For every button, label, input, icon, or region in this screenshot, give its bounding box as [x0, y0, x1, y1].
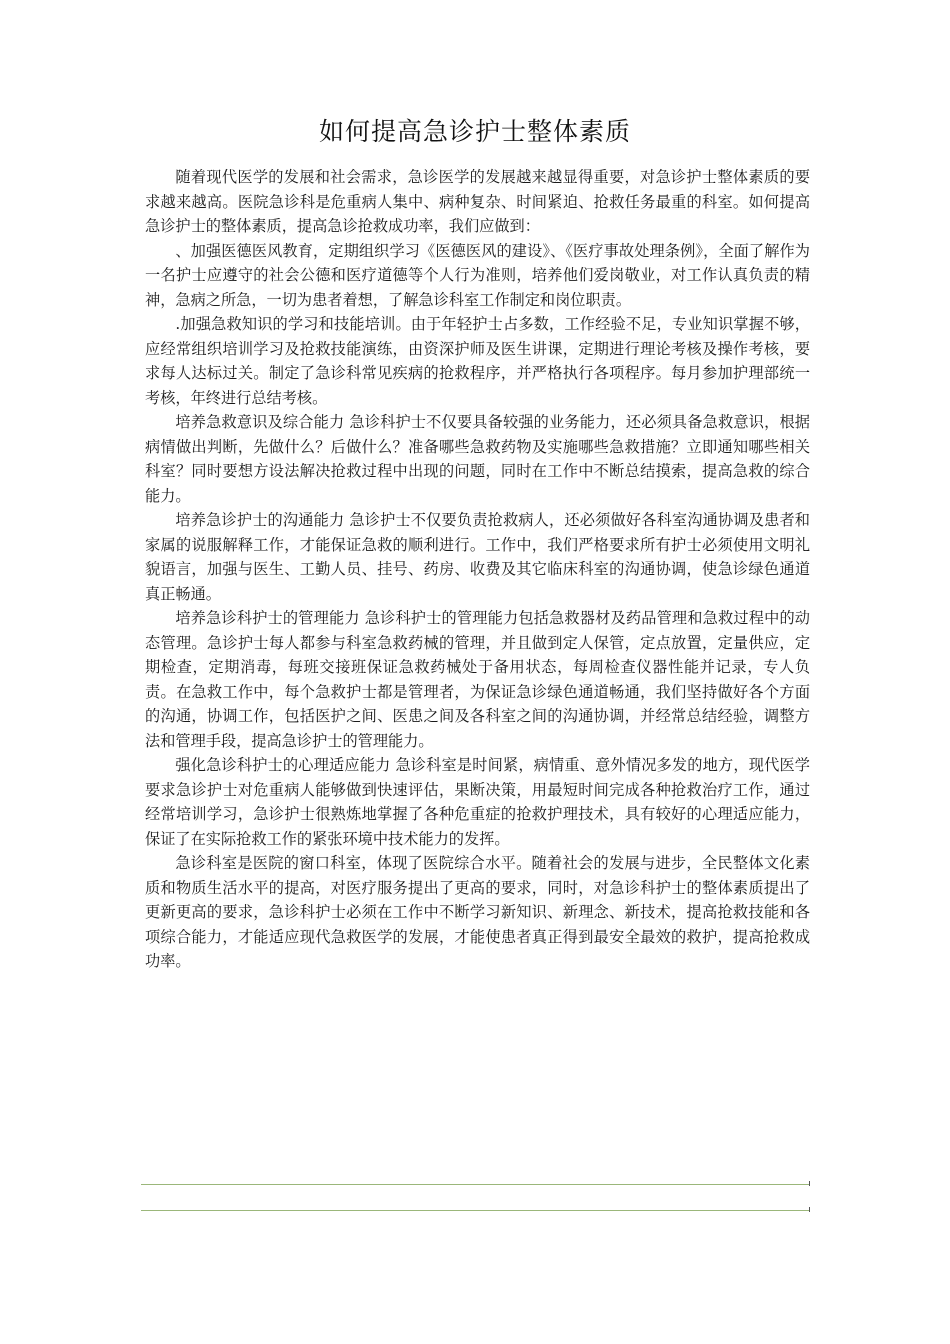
- footer-rule-bottom: [141, 1210, 810, 1211]
- footer-rule-top: [141, 1184, 810, 1185]
- footer-rule-bottom-tick: [809, 1207, 810, 1212]
- paragraph-ethics-education: 、加强医德医风教育，定期组织学习《医德医风的建设》、《医疗事故处理条例》，全面了解作为一名护士应遵守的社会公德和医疗道德等个人行为准则，培养他们爱岗敬业，对工作认真负责的精神，急病之所急，一切为患者着想，了解急诊科室工作制定和岗位职责。: [145, 241, 810, 309]
- paragraph-management: 培养急诊科护士的管理能力 急诊科护士的管理能力包括急救器材及药品管理和急救过程中的动态管理。急诊护士每人都参与科室急救药械的管理，并且做到定人保管，定点放置，定量供应，定期检查，定期消毒，每班交接班保证急救药械处于备用状态，每周检查仪器性能并记录，专人负责。在急救工作中，每个急救护士都是管理者，为保证急诊绿色通道畅通，我们坚持做好各个方面的沟通，协调工作，包括医护之间、医患之间及各科室之间的沟通协调，并经常总结经验，调整方法和管理手段，提高急诊护士的管理能力。: [145, 609, 810, 750]
- footer-rule-top-tick: [809, 1181, 810, 1186]
- paragraph-psychological: 强化急诊科护士的心理适应能力 急诊科室是时间紧，病情重、意外情况多发的地方，现代医学要求急诊护士对危重病人能够做到快速评估，果断决策，用最短时间完成各种抢救治疗工作，通过经常培训学习，急诊护士很熟炼地掌握了各种危重症的抢救护理技术，具有较好的心理适应能力，保证了在实际抢救工作的紧张环境中技术能力的发挥。: [145, 756, 810, 848]
- paragraph-communication: 培养急诊护士的沟通能力 急诊护士不仅要负责抢救病人，还必须做好各科室沟通协调及患者和家属的说服解释工作，才能保证急救的顺利进行。工作中，我们严格要求所有护士必须使用文明礼貌语言，加强与医生、工勤人员、挂号、药房、收费及其它临床科室的沟通协调，使急诊绿色通道真正畅通。: [145, 511, 810, 603]
- paragraph-conclusion: 急诊科室是医院的窗口科室，体现了医院综合水平。随着社会的发展与进步，全民整体文化素质和物质生活水平的提高，对医疗服务提出了更高的要求，同时，对急诊科护士的整体素质提出了更新更高的要求，急诊科护士必须在工作中不断学习新知识、新理念、新技术，提高抢救技能和各项综合能力，才能适应现代急救医学的发展，才能使患者真正得到最安全最效的救护，提高抢救成功率。: [145, 854, 810, 970]
- paragraph-emergency-awareness: 培养急救意识及综合能力 急诊科护士不仅要具备较强的业务能力，还必须具备急救意识，根据病情做出判断，先做什么？后做什么？准备哪些急救药物及实施哪些急救措施？立即通知哪些相关科室？同时要想方设法解决抢救过程中出现的问题，同时在工作中不断总结摸索，提高急救的综合能力。: [145, 413, 810, 505]
- paragraph-intro: 随着现代医学的发展和社会需求，急诊医学的发展越来越显得重要，对急诊护士整体素质的要求越来越高。医院急诊科是危重病人集中、病种复杂、时间紧迫、抢救任务最重的科室。如何提高急诊护士的整体素质，提高急诊抢救成功率，我们应做到：: [145, 168, 810, 235]
- paragraph-skills-training: .加强急救知识的学习和技能培训。由于年轻护士占多数，工作经验不足，专业知识掌握不够，应经常组织培训学习及抢救技能演练，由资深护师及医生讲课，定期进行理论考核及操作考核，要求每人达标过关。制定了急诊科常见疾病的抢救程序，并严格执行各项程序。每月参加护理部统一考核，年终进行总结考核。: [145, 315, 810, 407]
- document-body: [145, 165, 810, 974]
- document-title: 如何提高急诊护士整体素质: [318, 117, 631, 146]
